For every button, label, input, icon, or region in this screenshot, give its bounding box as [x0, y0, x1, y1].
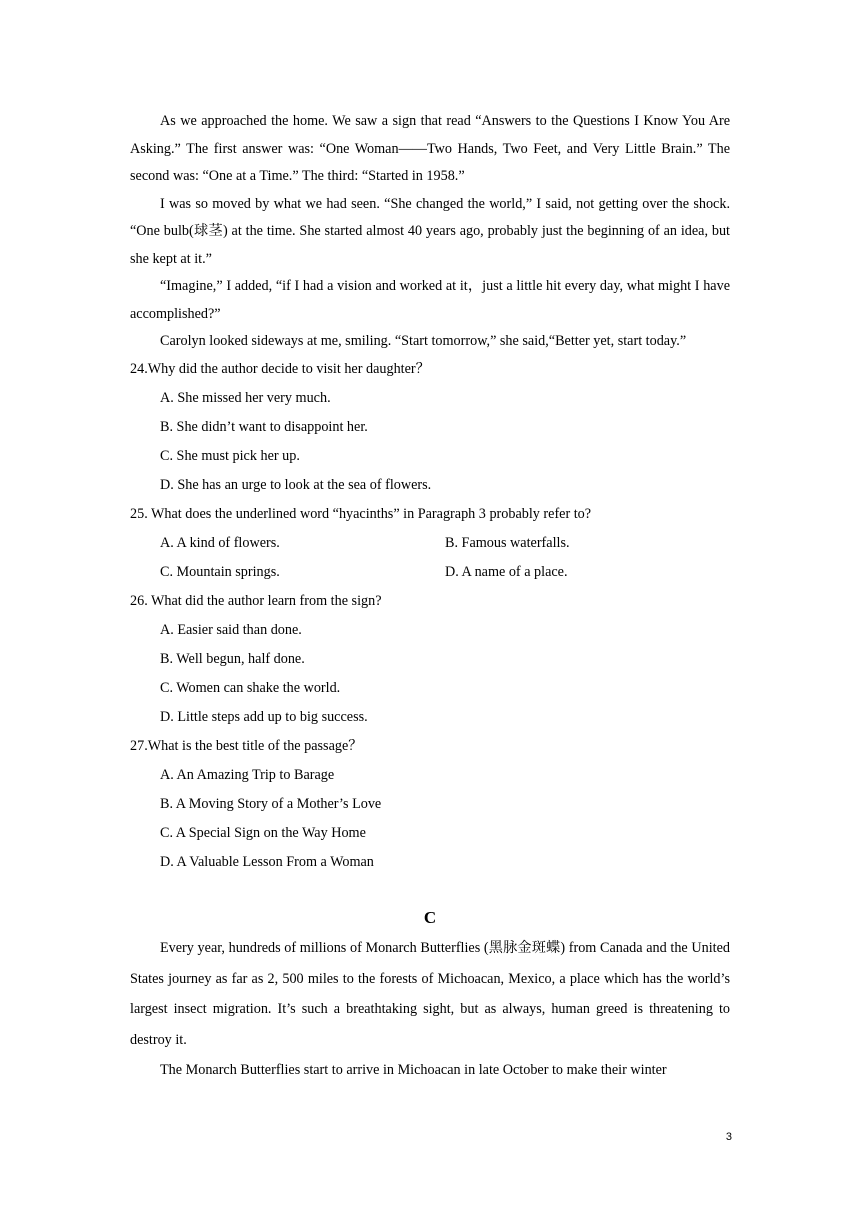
paragraph: I was so moved by what we had seen. “She changed the world,” I said, not getting over the shock. “One bulb(球茎) at the time. She started almost 40 years ago, probably just the beginning of an idea, but she kept at it.”: [130, 195, 730, 267]
question-26: [130, 587, 730, 732]
option-b: B. A Moving Story of a Mother’s Love: [160, 796, 382, 812]
option-c: C. She must pick her up.: [160, 448, 300, 464]
option-c: C. Mountain springs.: [160, 564, 280, 580]
option-d: D. She has an urge to look at the sea of flowers.: [160, 477, 432, 493]
option-row: [130, 529, 730, 558]
option-d: D. Little steps add up to big success.: [160, 709, 368, 725]
option-b: B. She didn’t want to disappoint her.: [160, 419, 368, 435]
paragraph: The Monarch Butterflies start to arrive in Michoacan in late October to make their winter: [160, 1062, 667, 1078]
question-stem: 27.What is the best title of the passage？: [130, 738, 363, 754]
paragraph: Every year, hundreds of millions of Monarch Butterflies (黑脉金斑蝶) from Canada and the United States journey as far as 2, 500 miles to the forests of Michoacan, Mexico, a place which has the world’s largest insect migration. It’s such a breathtaking sight, but as always, human greed is threatening to destroy it.: [130, 940, 730, 1048]
option-b: B. Well begun, half done.: [160, 651, 305, 667]
question-stem: 24.Why did the author decide to visit her daughter？: [130, 361, 430, 377]
option-a: A. Easier said than done.: [160, 622, 302, 638]
option-a: A. An Amazing Trip to Barage: [160, 767, 335, 783]
option-a: A. She missed her very much.: [160, 390, 331, 406]
question-stem: 25. What does the underlined word “hyacinths” in Paragraph 3 probably refer to?: [130, 506, 592, 522]
paragraph: As we approached the home. We saw a sign that read “Answers to the Questions I Know You Are Asking.” The first answer was: “One Woman——Two Hands, Two Feet, and Very Little Brain.” The second was: “One at a Time.” The third: “Started in 1958.”: [130, 113, 730, 184]
option-d: D. A name of a place.: [445, 564, 568, 580]
question-24: [130, 355, 730, 500]
question-25: [130, 500, 730, 587]
option-a: A. A kind of flowers.: [160, 535, 280, 551]
section-heading: C: [423, 908, 437, 927]
option-row: [130, 558, 730, 587]
page-number: 3: [725, 1131, 732, 1143]
paragraph: “Imagine,” I added, “if I had a vision and worked at it，just a little hit every day, what might I have accomplished?”: [130, 278, 730, 322]
option-c: C. Women can shake the world.: [160, 680, 341, 696]
option-d: D. A Valuable Lesson From a Woman: [160, 854, 374, 870]
question-stem: 26. What did the author learn from the sign?: [130, 593, 382, 609]
passage-c: [130, 903, 730, 1086]
option-c: C. A Special Sign on the Way Home: [160, 825, 366, 841]
option-b: B. Famous waterfalls.: [445, 535, 570, 551]
paragraph: Carolyn looked sideways at me, smiling. “Start tomorrow,” she said,“Better yet, start today.”: [160, 333, 687, 349]
question-list: [130, 355, 730, 877]
question-27: [130, 732, 730, 877]
passage-b-ending: [130, 108, 730, 356]
